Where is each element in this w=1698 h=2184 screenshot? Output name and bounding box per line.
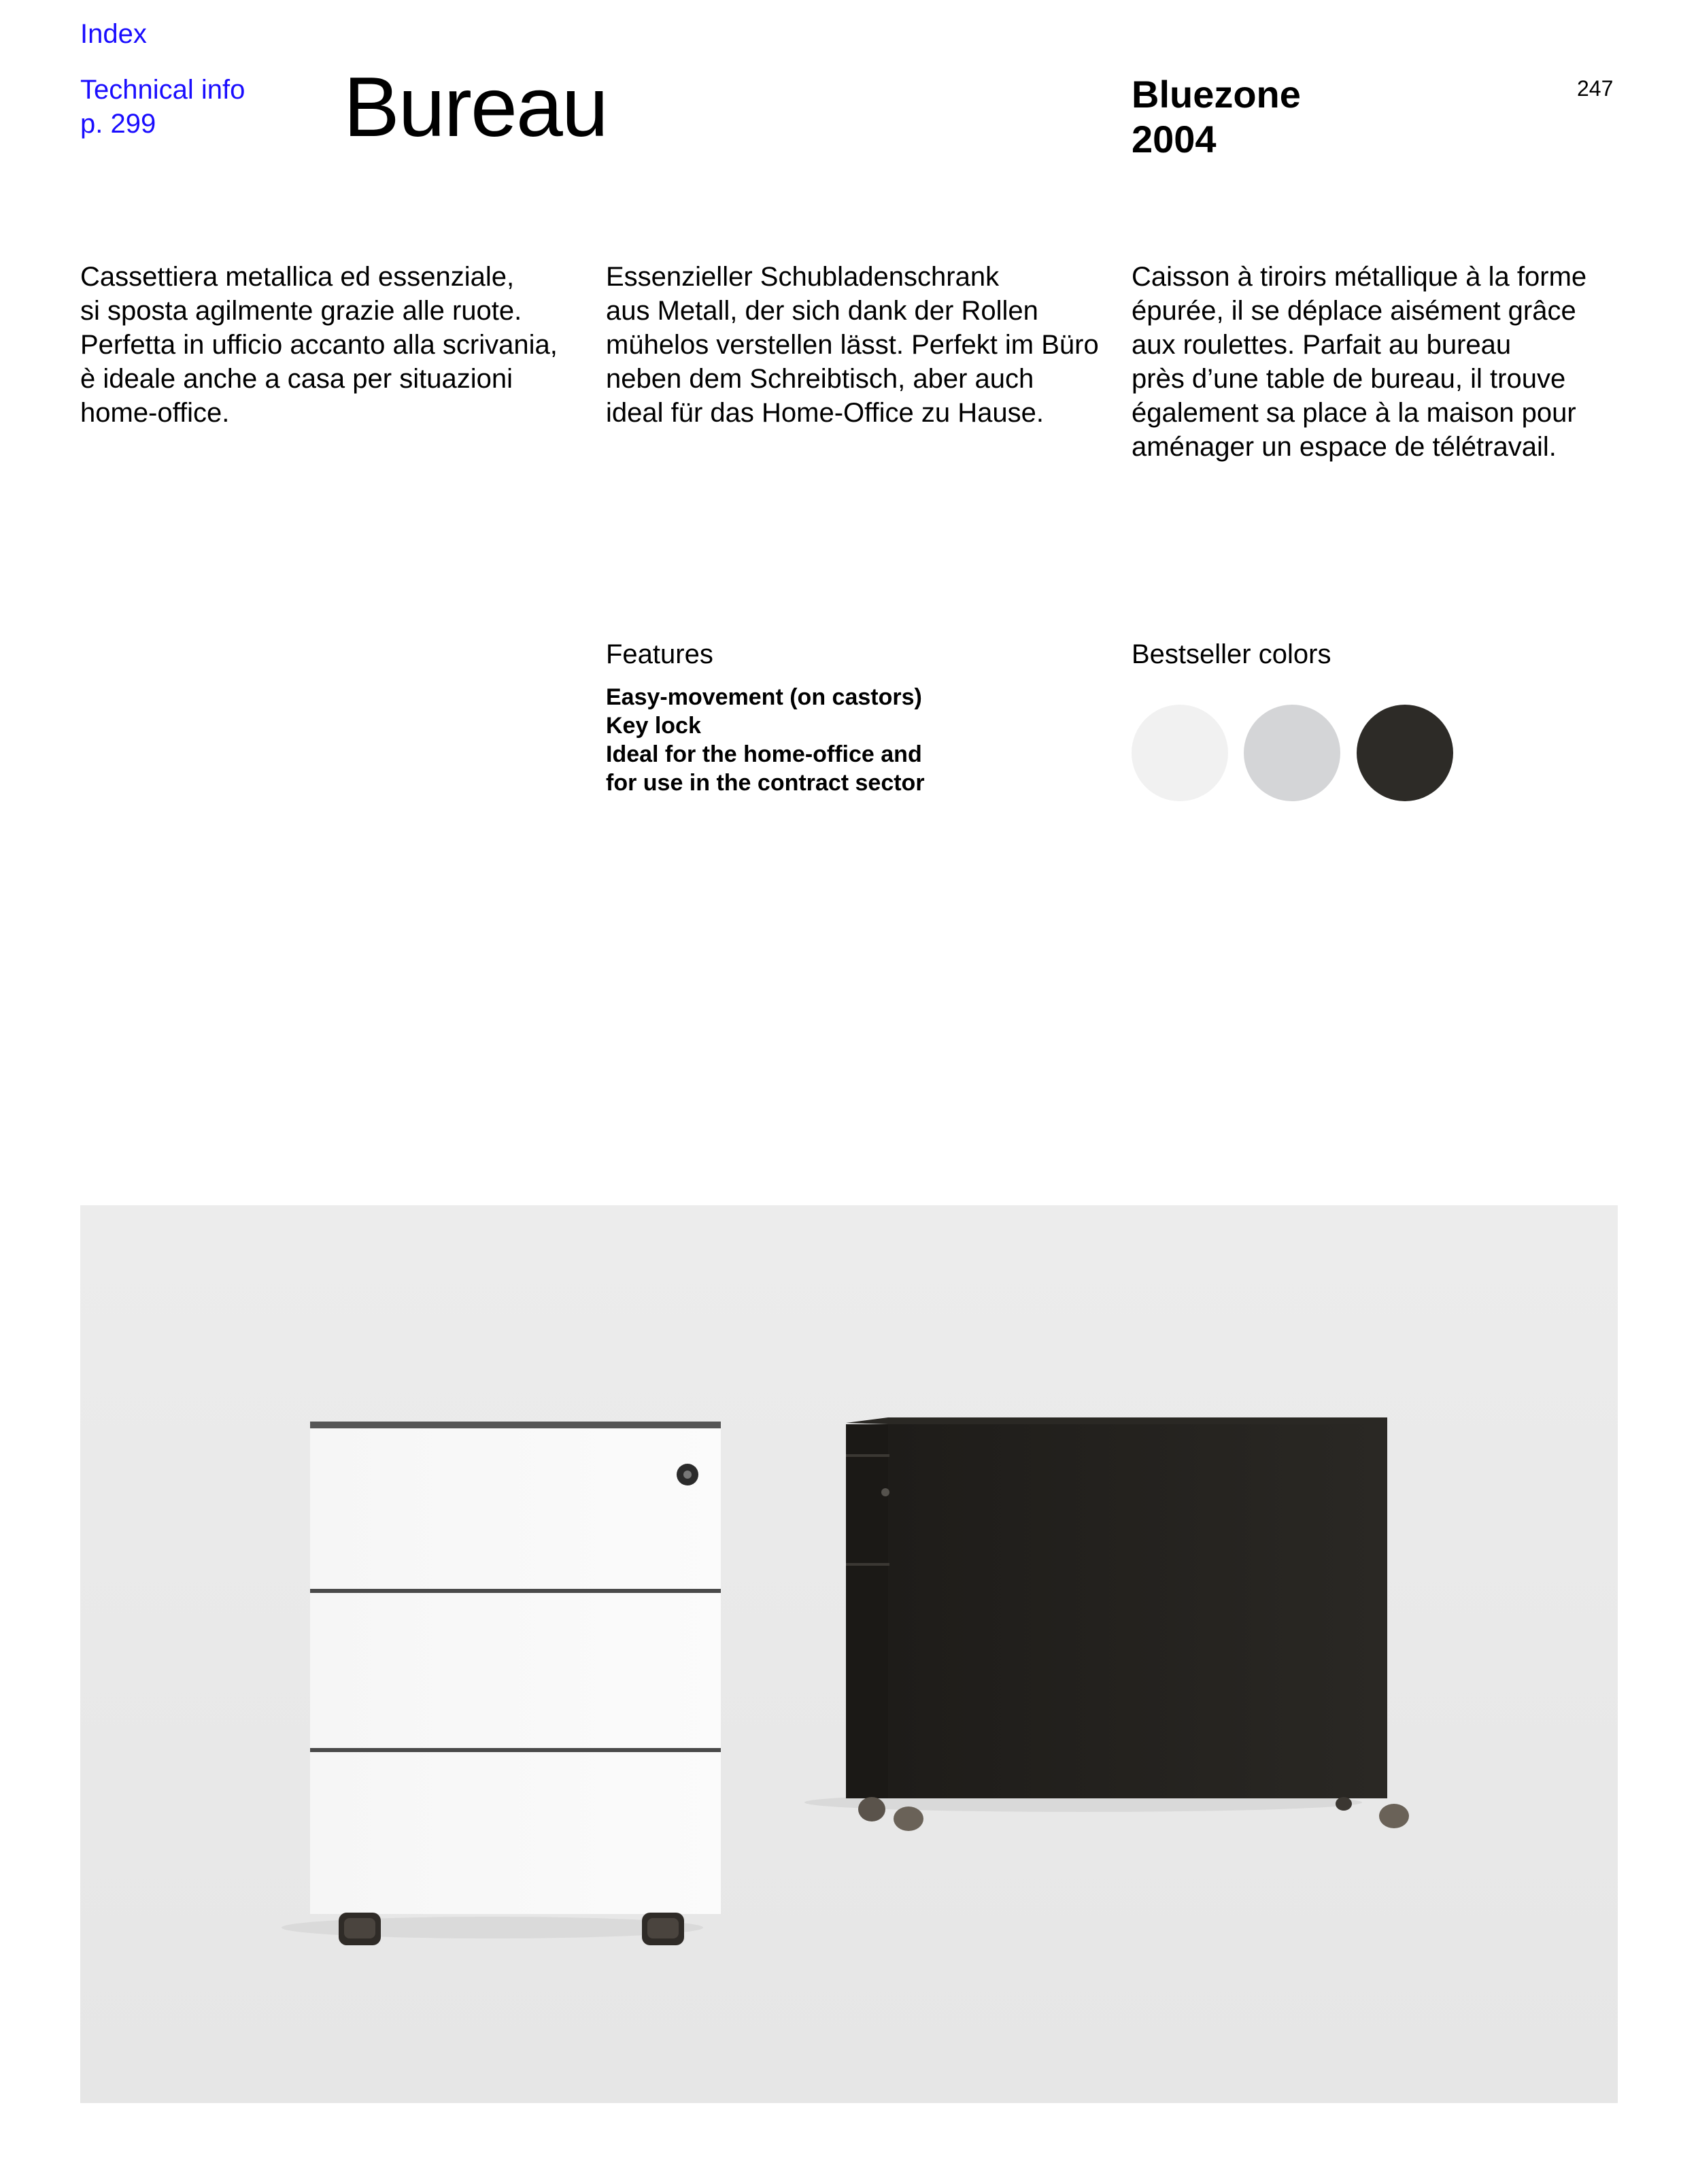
feature-item: Ideal for the home-office and — [606, 741, 922, 767]
description-line: neben dem Schreibtisch, aber auch — [606, 364, 1034, 394]
feature-item: Key lock — [606, 713, 701, 739]
description-line: home-office. — [80, 398, 230, 428]
description-line: aménager un espace de télétravail. — [1132, 432, 1557, 462]
black-drawer-pedestal — [804, 1417, 1409, 1831]
technical-info-label: Technical info — [80, 75, 245, 105]
product-heading — [1132, 72, 1301, 162]
description-line: aus Metall, der sich dank der Rollen — [606, 296, 1038, 326]
product-photo — [80, 1205, 1618, 2103]
page-title: Bureau — [343, 61, 607, 154]
page-number: 247 — [1577, 76, 1614, 101]
description-line: ideal für das Home-Office zu Hause. — [606, 398, 1045, 428]
bestseller-colors-heading: Bestseller colors — [1132, 639, 1331, 669]
product-year: 2004 — [1132, 118, 1217, 161]
technical-info-link[interactable] — [80, 73, 245, 141]
features-heading: Features — [606, 639, 713, 669]
description-german — [606, 260, 1099, 430]
description-french — [1132, 260, 1621, 464]
features-list — [606, 683, 925, 797]
color-swatch-black — [1357, 705, 1453, 801]
feature-item: for use in the contract sector — [606, 770, 925, 796]
description-line: Essenzieller Schubladenschrank — [606, 262, 1000, 292]
feature-item: Easy-movement (on castors) — [606, 684, 922, 710]
description-line: près d’une table de bureau, il trouve — [1132, 364, 1566, 394]
description-line: Cassettiera metallica ed essenziale, — [80, 262, 515, 292]
description-line: épurée, il se déplace aisément grâce — [1132, 296, 1576, 326]
product-name: Bluezone — [1132, 73, 1301, 116]
description-italian — [80, 260, 570, 430]
description-line: mühelos verstellen lässt. Perfekt im Büro — [606, 330, 1099, 360]
description-line: Caisson à tiroirs métallique à la forme — [1132, 262, 1587, 292]
technical-info-page: p. 299 — [80, 109, 156, 139]
color-swatch-white — [1132, 705, 1228, 801]
description-line: également sa place à la maison pour — [1132, 398, 1576, 428]
description-line: Perfetta in ufficio accanto alla scrivania, — [80, 330, 558, 360]
color-swatch-light-grey — [1244, 705, 1340, 801]
description-line: si sposta agilmente grazie alle ruote. — [80, 296, 522, 326]
description-line: è ideale anche a casa per situazioni — [80, 364, 513, 394]
index-link[interactable]: Index — [80, 19, 147, 49]
white-drawer-pedestal — [282, 1422, 721, 1945]
description-line: aux roulettes. Parfait au bureau — [1132, 330, 1512, 360]
